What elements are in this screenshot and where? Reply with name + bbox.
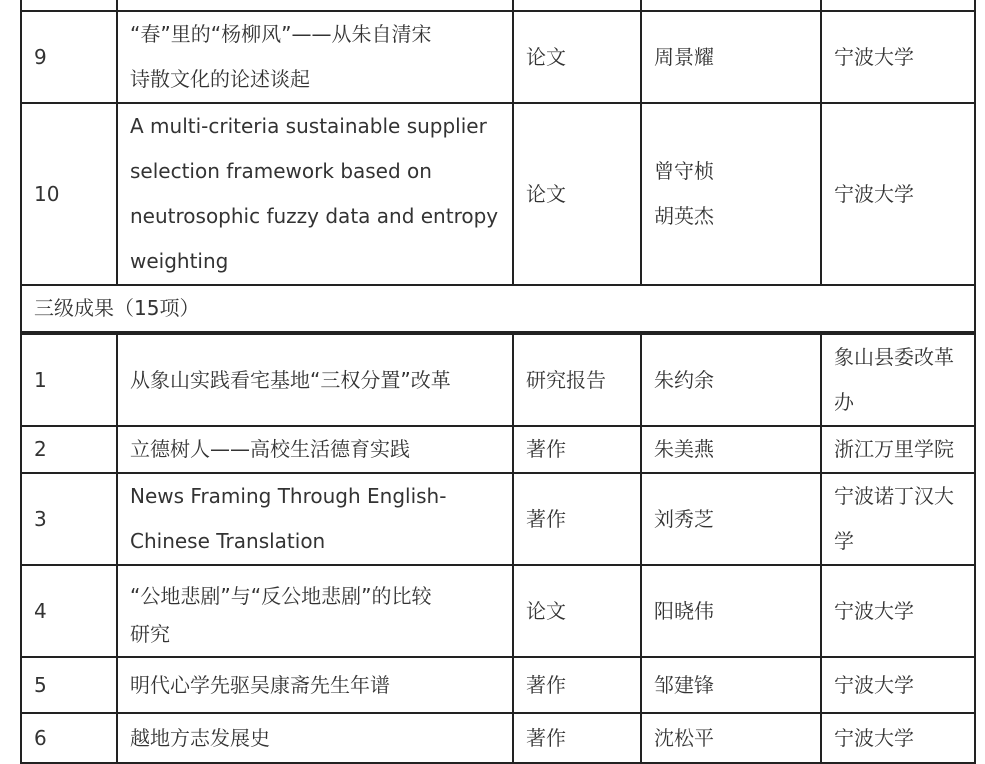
unit-line: 宁波大学 [834,725,914,750]
cell-title [117,0,513,11]
cell-type [513,0,641,11]
unit-line: 学 [834,529,854,553]
cell-title [117,103,513,285]
table-row [21,565,975,657]
unit-line: 宁波大学 [834,181,914,206]
title-line: “春”里的“杨柳风”——从朱自清宋 [130,22,432,46]
title-line: 立德树人——高校生活德育实践 [130,437,410,461]
title-line: 从象山实践看宅基地“三权分置”改革 [130,367,451,392]
table-row [21,103,975,285]
title-line: Chinese Translation [130,529,326,553]
cell-author [641,11,821,103]
cell-type: 研究报告 [513,333,641,426]
cell-type: 著作 [513,473,641,565]
unit-line: 办 [834,390,854,414]
achievements-table-container [20,0,965,764]
unit-line: 象山县委改革 [834,345,954,369]
title-line: 研究 [130,621,170,646]
table-row-partial [21,0,975,11]
cell-no [21,0,117,11]
cell-type: 论文 [513,103,641,285]
cell-unit [821,333,975,426]
cell-title [117,565,513,657]
group-header-row [21,285,975,333]
table-row [21,11,975,103]
cell-unit [821,713,975,763]
table-body [21,0,975,763]
cell-unit [821,473,975,565]
table-row [21,657,975,713]
cell-author [641,333,821,426]
table-row [21,333,975,426]
title-line: “公地悲剧”与“反公地悲剧”的比较 [130,583,432,608]
author-name: 朱约余 [654,367,714,392]
title-line: selection framework based on [130,159,432,183]
author-name: 邹建锋 [654,672,714,697]
cell-title [117,713,513,763]
cell-author [641,713,821,763]
title-line: 越地方志发展史 [130,725,270,750]
cell-no: 1 [21,333,117,426]
cell-no: 10 [21,103,117,285]
table-row [21,426,975,473]
achievements-table [20,0,976,764]
unit-line: 宁波大学 [834,44,914,69]
cell-no: 4 [21,565,117,657]
title-line: A multi-criteria sustainable supplier [130,114,487,138]
cell-type: 论文 [513,11,641,103]
author-name: 曾守桢 [654,159,714,183]
author-name: 周景耀 [654,44,714,69]
cell-no: 9 [21,11,117,103]
table-row [21,713,975,763]
title-line: 明代心学先驱吴康斋先生年谱 [130,672,390,697]
unit-line: 宁波诺丁汉大 [834,484,954,508]
cell-unit [821,426,975,473]
unit-line: 宁波大学 [834,598,914,623]
cell-author [641,103,821,285]
cell-author [641,565,821,657]
group-label: 三级成果（15项） [21,285,975,333]
author-name: 阳晓伟 [654,598,714,623]
cell-title [117,473,513,565]
author-name: 胡英杰 [654,204,714,228]
cell-type: 论文 [513,565,641,657]
cell-unit [821,11,975,103]
title-line: News Framing Through English- [130,484,447,508]
cell-title [117,657,513,713]
cell-unit [821,657,975,713]
cell-unit [821,103,975,285]
cell-title [117,426,513,473]
cell-author [641,473,821,565]
author-name: 朱美燕 [654,437,714,461]
cell-author [641,426,821,473]
cell-title [117,11,513,103]
cell-unit [821,565,975,657]
unit-line: 宁波大学 [834,672,914,697]
cell-unit [821,0,975,11]
cell-no: 2 [21,426,117,473]
cell-type: 著作 [513,426,641,473]
title-line: 诗散文化的论述谈起 [130,67,310,91]
cell-title [117,333,513,426]
table-row [21,473,975,565]
author-name: 沈松平 [654,725,714,750]
cell-type: 著作 [513,657,641,713]
cell-type: 著作 [513,713,641,763]
cell-no: 3 [21,473,117,565]
author-name: 刘秀芝 [654,506,714,531]
cell-no: 5 [21,657,117,713]
title-line: neutrosophic fuzzy data and entropy [130,204,499,228]
cell-author [641,657,821,713]
unit-line: 浙江万里学院 [834,437,954,461]
cell-author [641,0,821,11]
cell-no: 6 [21,713,117,763]
title-line: weighting [130,249,229,273]
